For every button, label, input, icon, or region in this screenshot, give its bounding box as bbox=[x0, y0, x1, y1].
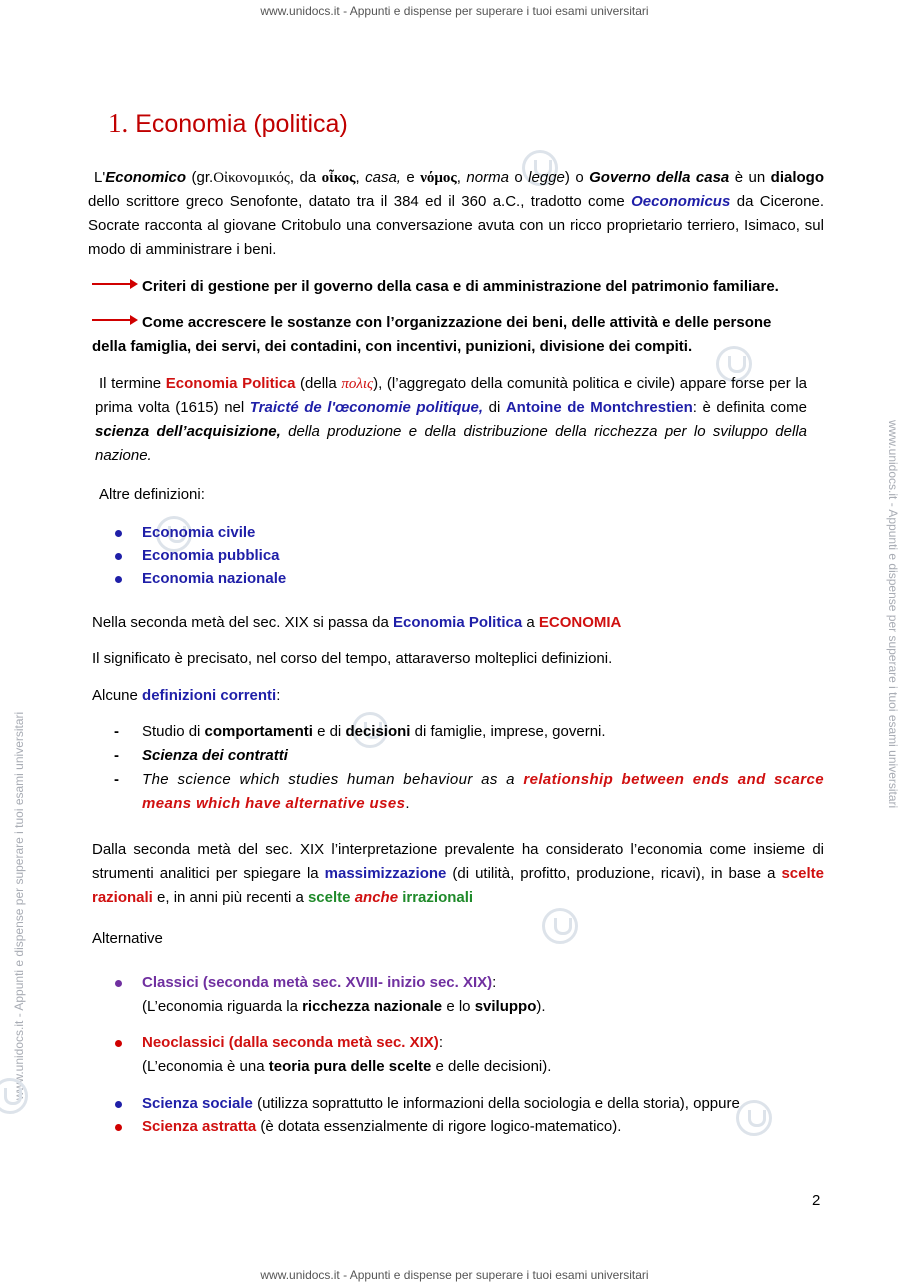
classici-text: ). bbox=[536, 998, 546, 1015]
termine-montchrestien: Antoine de Montchrestien bbox=[505, 399, 693, 416]
classici-text: (L’economia riguarda la bbox=[142, 998, 303, 1015]
neoclassici-text: (L’economia è una bbox=[142, 1058, 269, 1075]
intro-legge: legge bbox=[528, 169, 565, 186]
intro-governo: Governo della casa bbox=[589, 169, 730, 186]
neoclassici-title: Neoclassici (dalla seconda metà sec. XIX) bbox=[142, 1034, 439, 1051]
seconda-text: Nella seconda metà del sec. XIX si passa da bbox=[92, 614, 393, 631]
header-watermark: www.unidocs.it - Appunti e dispense per superare i tuoi esami universitari bbox=[260, 4, 649, 18]
arrow-item-2 bbox=[92, 311, 824, 359]
list-item bbox=[88, 1092, 824, 1115]
arrow-item-1 bbox=[92, 275, 779, 299]
list-item bbox=[88, 521, 488, 544]
dash-text: e di bbox=[312, 723, 346, 740]
intro-text: da Cicerone. Socrate racconta al giovane Critobulo una conversazione avuta con un ricco proprietario terriero, Isimaco, sul modo di amministrare i beni. bbox=[88, 193, 824, 258]
unidocs-logo-icon bbox=[542, 908, 578, 944]
intro-text: o bbox=[508, 169, 529, 186]
dash-text: di famiglie, imprese, governi. bbox=[410, 723, 606, 740]
arrow-item-text: Criteri di gestione per il governo della casa e di amministrazione del patrimonio familiare. bbox=[142, 278, 779, 295]
dash-text: Studio di bbox=[142, 723, 205, 740]
dalla-text: Dalla seconda metà del sec. XIX l’interpretazione prevalente ha considerato l’economia come insieme di strumenti analitici per spiegare la bbox=[92, 841, 824, 882]
termine-polis: πολις bbox=[341, 376, 374, 392]
seconda-economia: ECONOMIA bbox=[538, 614, 622, 631]
page-title bbox=[108, 108, 348, 139]
list-item bbox=[88, 1115, 824, 1138]
neoclassici-bold: teoria pura delle scelte bbox=[268, 1058, 432, 1075]
termine-text: (della bbox=[295, 375, 342, 392]
list-item-text: Economia civile bbox=[142, 524, 256, 541]
significato-paragraph: Il significato è precisato, nel corso del tempo, attaraverso molteplici definizioni. bbox=[92, 650, 613, 667]
dalla-irrazionali: irrazionali bbox=[402, 889, 474, 906]
intro-greek-nomos: νόμος bbox=[420, 170, 457, 186]
sociale-title: Scienza sociale bbox=[142, 1095, 253, 1112]
classici-title: Classici (seconda metà sec. XVIII- inizio sec. XIX) bbox=[142, 974, 493, 991]
intro-dialogo: dialogo bbox=[770, 169, 824, 186]
termine-economia-politica: Economia Politica bbox=[165, 375, 296, 392]
arrow-item-text: della famiglia, dei servi, dei contadini, con incentivi, punizioni, divisione dei compiti. bbox=[92, 338, 693, 355]
list-item bbox=[88, 720, 824, 744]
alternative-classici bbox=[88, 971, 824, 1019]
dalla-massimizzazione: massimizzazione bbox=[324, 865, 447, 882]
intro-text: , bbox=[456, 169, 467, 186]
dash-text-bold: decisioni bbox=[345, 723, 411, 740]
alternative-neoclassici bbox=[88, 1031, 824, 1079]
arrow-item-text: Come accrescere le sostanze con l’organizzazione dei beni, delle attività e delle persone bbox=[142, 314, 772, 331]
page-number: 2 bbox=[812, 1192, 821, 1209]
intro-norma: norma bbox=[466, 169, 509, 186]
dalla-text: (di utilità, profitto, produzione, ricavi), in base a bbox=[446, 865, 782, 882]
classici-colon: : bbox=[492, 974, 497, 991]
intro-text: L' bbox=[94, 169, 106, 186]
intro-greek: Οἰκονομικός bbox=[213, 170, 290, 186]
termine-traicte: Traicté de l'œconomie politique, bbox=[249, 399, 484, 416]
definizioni-list bbox=[88, 720, 824, 816]
intro-economico: Economico bbox=[105, 169, 187, 186]
intro-casa: casa, bbox=[365, 169, 401, 186]
list-item bbox=[88, 1031, 824, 1079]
dalla-scelte-razionali: scelte razionali bbox=[92, 865, 824, 906]
seconda-meta-paragraph bbox=[92, 611, 621, 635]
intro-text: , da bbox=[289, 169, 322, 186]
intro-text: è un bbox=[729, 169, 771, 186]
neoclassici-text: e delle decisioni). bbox=[431, 1058, 552, 1075]
termine-text: Il termine bbox=[99, 375, 166, 392]
dash-text-bold: Scienza dei contratti bbox=[142, 747, 288, 764]
list-item bbox=[88, 768, 824, 816]
altre-definizioni-label: Altre definizioni: bbox=[99, 486, 205, 503]
alcune-text: : bbox=[276, 687, 281, 704]
termine-text: : è definita come bbox=[692, 399, 807, 416]
dash-text: . bbox=[405, 795, 410, 812]
intro-text: ) o bbox=[564, 169, 590, 186]
right-watermark: www.unidocs.it - Appunti e dispense per superare i tuoi esami universitari bbox=[886, 420, 900, 809]
list-item bbox=[88, 567, 488, 590]
astratta-title: Scienza astratta bbox=[142, 1118, 257, 1135]
left-watermark: www.unidocs.it - Appunti e dispense per superare i tuoi esami universitari bbox=[12, 711, 26, 1100]
intro-paragraph bbox=[88, 166, 824, 262]
title-text: Economia (politica) bbox=[135, 110, 348, 138]
dalla-anche: anche bbox=[354, 889, 399, 906]
seconda-economia-politica: Economia Politica bbox=[393, 614, 523, 631]
red-arrow-icon bbox=[92, 319, 136, 321]
altre-definizioni-list bbox=[88, 521, 488, 590]
list-item bbox=[88, 544, 488, 567]
alternative-scienza-astratta bbox=[88, 1115, 824, 1138]
termine-scienza: scienza dell’acquisizione, bbox=[95, 423, 281, 440]
alcune-definizioni bbox=[92, 684, 280, 708]
list-item bbox=[88, 971, 824, 1019]
dash-text-red: relationship between ends and scarce means which have alternative uses bbox=[142, 771, 825, 812]
neoclassici-colon: : bbox=[438, 1034, 443, 1051]
footer-watermark: www.unidocs.it - Appunti e dispense per superare i tuoi esami universitari bbox=[260, 1268, 649, 1282]
dalla-paragraph bbox=[92, 838, 824, 910]
title-number: 1. bbox=[108, 108, 129, 138]
sociale-text: (utilizza soprattutto le informazioni della sociologia e della storia), oppure bbox=[252, 1095, 740, 1112]
classici-bold: ricchezza nazionale bbox=[302, 998, 443, 1015]
dash-text: The science which studies human behaviour as a bbox=[142, 771, 524, 788]
termine-text: ), (l’aggregato della comunità politica e civile) appare forse per la prima volta (1615) nel bbox=[95, 375, 808, 416]
alternative-label: Alternative bbox=[92, 930, 163, 947]
list-item bbox=[88, 744, 824, 768]
termine-paragraph bbox=[95, 372, 807, 468]
dalla-scelte: scelte bbox=[307, 889, 351, 906]
list-item-text: Economia nazionale bbox=[142, 570, 287, 587]
intro-text: e bbox=[400, 169, 421, 186]
intro-text: (gr. bbox=[186, 169, 214, 186]
termine-text-italic: della produzione e della distribuzione della ricchezza per lo sviluppo della nazione. bbox=[95, 423, 807, 464]
dalla-text: e, in anni più recenti a bbox=[152, 889, 308, 906]
classici-bold: sviluppo bbox=[474, 998, 537, 1015]
termine-text: di bbox=[483, 399, 506, 416]
dash-text-bold: comportamenti bbox=[204, 723, 313, 740]
classici-text: e lo bbox=[442, 998, 475, 1015]
list-item-text: Economia pubblica bbox=[142, 547, 280, 564]
alternative-scienza-sociale bbox=[88, 1092, 824, 1115]
intro-text: , bbox=[355, 169, 366, 186]
red-arrow-icon bbox=[92, 283, 136, 285]
seconda-text: a bbox=[522, 614, 539, 631]
alcune-definizioni-correnti: definizioni correnti bbox=[142, 687, 277, 704]
astratta-text: (è dotata essenzialmente di rigore logico-matematico). bbox=[256, 1118, 622, 1135]
intro-text: dello scrittore greco Senofonte, datato tra il 384 ed il 360 a.C., tradotto come bbox=[88, 193, 632, 210]
intro-oeconomicus: Oeconomicus bbox=[631, 193, 731, 210]
alcune-text: Alcune bbox=[92, 687, 143, 704]
intro-greek-oikos: οἶκος bbox=[321, 170, 356, 186]
